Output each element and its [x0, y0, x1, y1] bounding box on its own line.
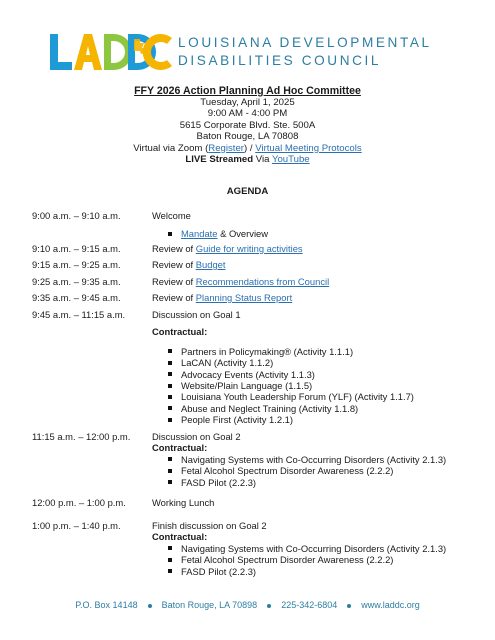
agenda-item-title: Welcome — [152, 210, 191, 221]
guide-link[interactable]: Guide for writing activities — [195, 243, 303, 254]
agenda-time: 9:25 a.m. – 9:35 a.m. — [32, 276, 121, 287]
meeting-title: FFY 2026 Action Planning Ad Hoc Committee — [134, 85, 361, 97]
meeting-info — [0, 85, 495, 165]
agenda-desc — [152, 309, 414, 426]
list-item: Fetal Alcohol Spectrum Disorder Awareness (2.2.2) — [152, 465, 446, 476]
list-item — [152, 228, 268, 239]
meeting-address-line-2: Baton Rouge, LA 70808 — [196, 131, 299, 143]
livestream-line — [0, 154, 495, 165]
contractual-label: Contractual: — [152, 326, 208, 338]
planning-status-link[interactable]: Planning Status Report — [195, 292, 293, 303]
footer-city: Baton Rouge, LA 70898 — [161, 600, 258, 610]
agenda-item-title: Discussion on Goal 2 — [152, 431, 241, 442]
youtube-link[interactable]: YouTube — [271, 154, 310, 166]
overview-text: & Overview — [217, 228, 269, 240]
bullet-dot-icon — [267, 604, 271, 608]
live-via: Via — [253, 154, 272, 166]
list-item: LaCAN (Activity 1.1.2) — [152, 357, 414, 368]
budget-link[interactable]: Budget — [195, 259, 226, 270]
agenda-sublist — [152, 228, 268, 239]
contractual-label: Contractual: — [152, 442, 208, 454]
meeting-time: 9:00 AM - 4:00 PM — [207, 108, 288, 120]
list-item: Abuse and Neglect Training (Activity 1.1.8) — [152, 403, 414, 414]
list-item: Louisiana Youth Leadership Forum (YLF) (Activity 1.1.7) — [152, 391, 414, 402]
list-item: Website/Plain Language (1.1.5) — [152, 380, 414, 391]
agenda-desc — [152, 276, 329, 287]
review-prefix: Review of — [152, 292, 196, 303]
agenda-desc — [152, 210, 268, 240]
footer-phone: 225-342-6804 — [281, 600, 338, 610]
agenda-desc — [152, 259, 226, 270]
live-label: LIVE Streamed — [185, 154, 254, 166]
agenda-time: 1:00 p.m. – 1:40 p.m. — [32, 520, 121, 531]
agenda-time: 9:45 a.m. – 11:15 a.m. — [32, 309, 126, 320]
agenda-time: 9:00 a.m. – 9:10 a.m. — [32, 210, 121, 221]
org-name-line-2: DISABILITIES COUNCIL — [178, 53, 382, 68]
list-item: People First (Activity 1.2.1) — [152, 414, 414, 425]
recommendations-link[interactable]: Recommendations from Council — [195, 276, 330, 287]
agenda-time: 9:10 a.m. – 9:15 a.m. — [32, 243, 121, 254]
list-item: FASD Pilot (2.2.3) — [152, 477, 446, 488]
contractual-label: Contractual: — [152, 531, 208, 543]
list-item: FASD Pilot (2.2.3) — [152, 566, 446, 577]
organization-name — [178, 34, 432, 70]
footer-pobox: P.O. Box 14148 — [75, 600, 138, 610]
agenda-sublist — [152, 346, 414, 426]
review-prefix: Review of — [152, 259, 196, 270]
footer-website[interactable]: www.laddc.org — [361, 600, 420, 610]
agenda-desc — [152, 243, 303, 254]
agenda-heading: AGENDA — [226, 186, 269, 197]
bullet-dot-icon — [148, 604, 152, 608]
agenda-desc — [152, 520, 446, 577]
meeting-address-line-1: 5615 Corporate Blvd. Ste. 500A — [179, 119, 316, 131]
review-prefix: Review of — [152, 276, 196, 287]
list-item: Advocacy Events (Activity 1.1.3) — [152, 369, 414, 380]
letterhead — [48, 30, 468, 72]
footer-contact — [0, 600, 495, 610]
agenda-desc — [152, 292, 292, 303]
agenda-desc: Working Lunch — [152, 497, 215, 508]
virtual-separator: ) / — [244, 142, 256, 154]
agenda-time: 12:00 p.m. – 1:00 p.m. — [32, 497, 126, 508]
laddc-logo — [48, 30, 173, 72]
review-prefix: Review of — [152, 243, 196, 254]
mandate-link[interactable]: Mandate — [181, 228, 218, 240]
list-item: Fetal Alcohol Spectrum Disorder Awareness (2.2.2) — [152, 554, 446, 565]
agenda-time: 9:35 a.m. – 9:45 a.m. — [32, 292, 121, 303]
agenda-time: 9:15 a.m. – 9:25 a.m. — [32, 259, 121, 270]
list-item: Partners in Policymaking® (Activity 1.1.1) — [152, 346, 414, 357]
agenda-item-title: Finish discussion on Goal 2 — [152, 520, 267, 531]
virtual-protocols-link[interactable]: Virtual Meeting Protocols — [255, 142, 362, 154]
register-link[interactable]: Register — [208, 142, 245, 154]
agenda-desc — [152, 431, 446, 488]
virtual-prefix: Virtual via Zoom ( — [133, 142, 209, 154]
list-item: Navigating Systems with Co-Occurring Disorders (Activity 2.1.3) — [152, 454, 446, 465]
meeting-date: Tuesday, April 1, 2025 — [200, 97, 295, 108]
agenda-item-title: Discussion on Goal 1 — [152, 309, 241, 320]
org-name-line-1: LOUISIANA DEVELOPMENTAL — [178, 35, 432, 50]
agenda-sublist — [152, 543, 446, 577]
list-item: Navigating Systems with Co-Occurring Disorders (Activity 2.1.3) — [152, 543, 446, 554]
agenda-sublist — [152, 454, 446, 488]
agenda-time: 11:15 a.m. – 12:00 p.m. — [32, 431, 131, 442]
bullet-dot-icon — [347, 604, 351, 608]
virtual-line — [0, 143, 495, 154]
